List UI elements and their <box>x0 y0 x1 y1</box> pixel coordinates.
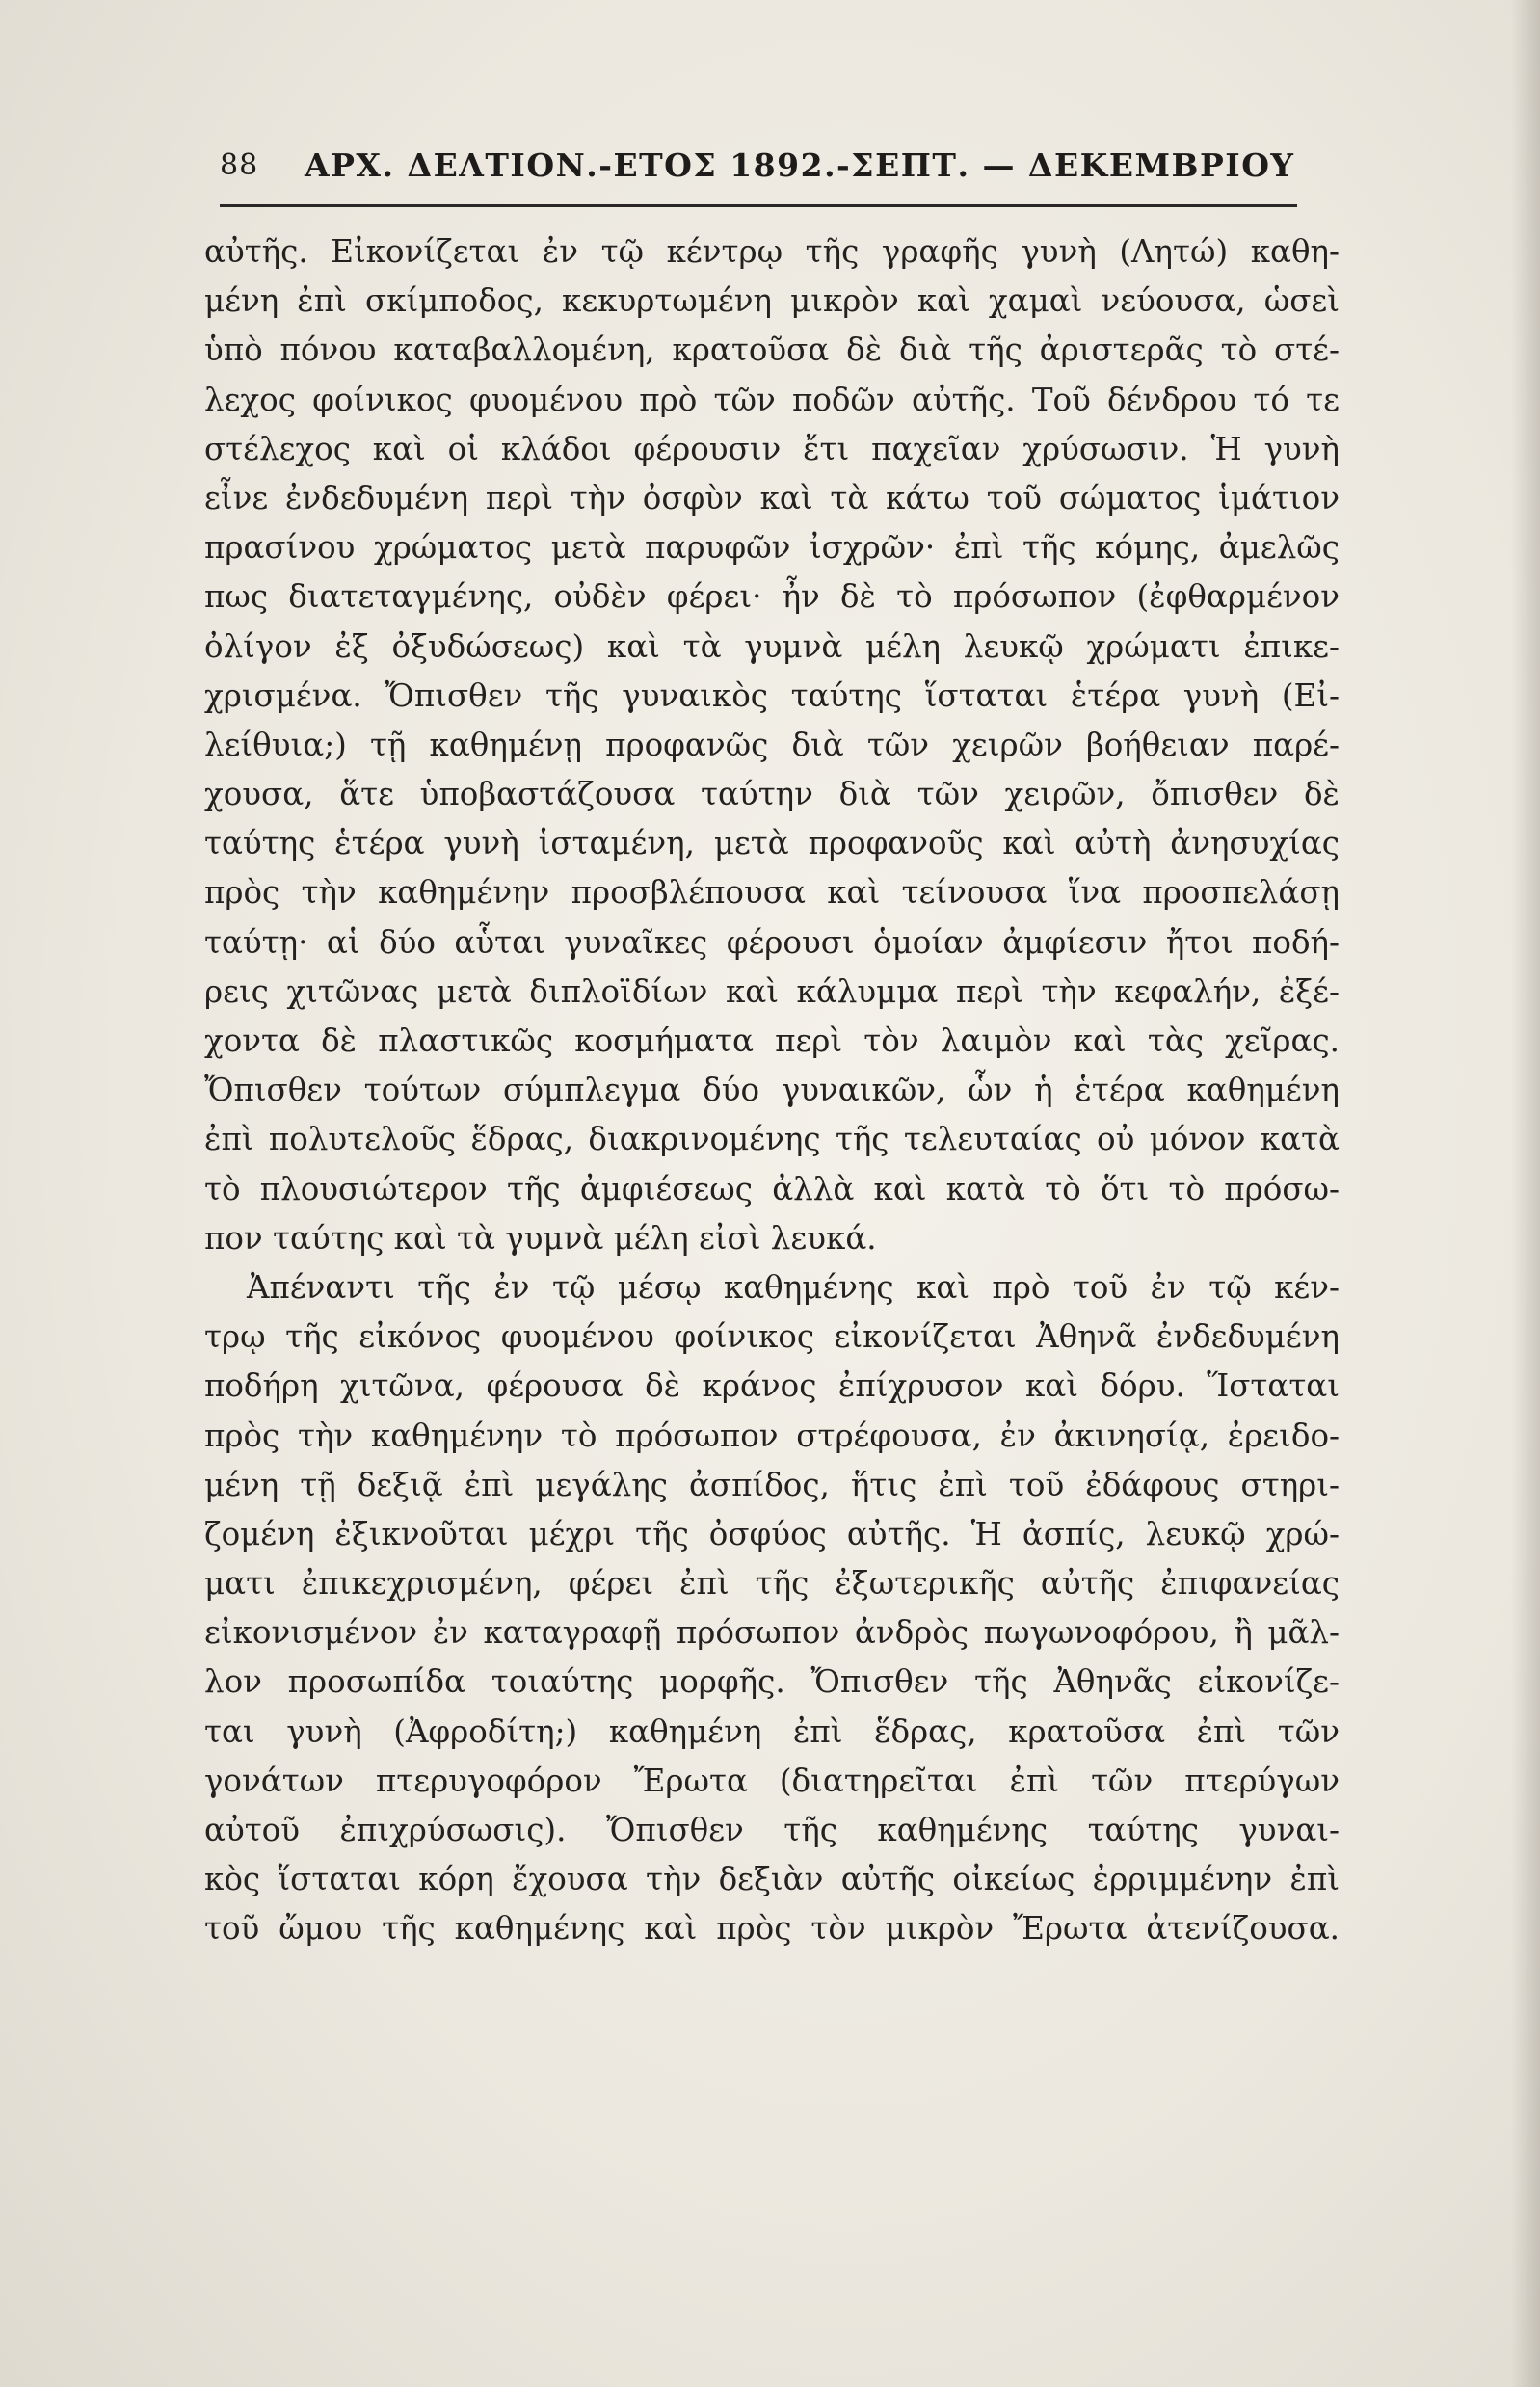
body-text <box>204 227 1340 1954</box>
text-line: τοῦ ὤμου τῆς καθημένης καὶ πρὸς τὸν μικρὸν Ἔρωτα ἀτενίζουσα. <box>204 1910 1340 1948</box>
text-line: τὸ πλουσιώτερον τῆς ἀμφιέσεως ἀλλὰ καὶ κατὰ τὸ ὅτι τὸ πρόσω- <box>204 1170 1340 1207</box>
text-line: ταύτῃ· αἱ δύο αὗται γυναῖκες φέρουσι ὁμοίαν ἀμφίεσιν ἤτοι ποδή- <box>204 923 1340 961</box>
header-rule <box>220 204 1297 207</box>
text-line: τρῳ τῆς εἰκόνος φυομένου φοίνικος εἰκονίζεται Ἀθηνᾶ ἐνδεδυμένη <box>204 1318 1340 1356</box>
text-line: ρεις χιτῶνας μετὰ διπλοϊδίων καὶ κάλυμμα περὶ τὴν κεφαλήν, ἐξέ- <box>204 972 1340 1010</box>
text-line: λεχος φοίνικος φυομένου πρὸ τῶν ποδῶν αὐτῆς. Τοῦ δένδρου τό τε <box>204 381 1340 418</box>
text-line: χουσα, ἅτε ὑποβαστάζουσα ταύτην διὰ τῶν χειρῶν, ὄπισθεν δὲ <box>204 776 1340 813</box>
text-line: πρὸς τὴν καθημένην προσβλέπουσα καὶ τείνουσα ἵνα προσπελάσῃ <box>204 874 1340 912</box>
text-line: γονάτων πτερυγοφόρον Ἔρωτα (διατηρεῖται ἐπὶ τῶν πτερύγων <box>204 1762 1340 1799</box>
page-gutter-shadow <box>1511 0 1540 2387</box>
text-line: ζομένη ἐξικνοῦται μέχρι τῆς ὀσφύος αὐτῆς. Ἡ ἀσπίς, λευκῷ χρώ- <box>204 1515 1340 1552</box>
text-line: ὀλίγον ἐξ ὀξυδώσεως) καὶ τὰ γυμνὰ μέλη λευκῷ χρώματι ἐπικε- <box>204 627 1340 665</box>
text-line: μένη τῇ δεξιᾷ ἐπὶ μεγάλης ἀσπίδος, ἥτις ἐπὶ τοῦ ἐδάφους στηρι- <box>204 1466 1340 1503</box>
text-line: Ὄπισθεν τούτων σύμπλεγμα δύο γυναικῶν, ὧν ἡ ἑτέρα καθημένη <box>204 1072 1340 1109</box>
text-line: ὑπὸ πόνου καταβαλλομένη, κρατοῦσα δὲ διὰ τῆς ἀριστερᾶς τὸ στέ- <box>204 332 1340 369</box>
text-line-paragraph-start: Ἀπέναντι τῆς ἐν τῷ μέσῳ καθημένης καὶ πρὸ τοῦ ἐν τῷ κέν- <box>247 1268 1340 1306</box>
text-line-paragraph-end: πον ταύτης καὶ τὰ γυμνὰ μέλη εἰσὶ λευκά. <box>204 1219 877 1257</box>
page-number: 88 <box>220 148 259 182</box>
text-line: ταύτης ἑτέρα γυνὴ ἱσταμένη, μετὰ προφανοῦς καὶ αὐτὴ ἀνησυχίας <box>204 825 1340 862</box>
text-line: μένη ἐπὶ σκίμποδος, κεκυρτωμένη μικρὸν καὶ χαμαὶ νεύουσα, ὡσεὶ <box>204 282 1340 320</box>
text-line: χρισμένα. Ὄπισθεν τῆς γυναικὸς ταύτης ἵσταται ἑτέρα γυνὴ (Εἰ- <box>204 676 1340 714</box>
text-line: πρὸς τὴν καθημένην τὸ πρόσωπον στρέφουσα, ἐν ἀκινησίᾳ, ἐρειδο- <box>204 1417 1340 1454</box>
text-line: ποδήρη χιτῶνα, φέρουσα δὲ κράνος ἐπίχρυσον καὶ δόρυ. Ἵσταται <box>204 1367 1340 1405</box>
text-line: κὸς ἵσταται κόρη ἔχουσα τὴν δεξιὰν αὐτῆς οἰκείως ἐρριμμένην ἐπὶ <box>204 1861 1340 1898</box>
text-line: πρασίνου χρώματος μετὰ παρυφῶν ἰσχρῶν· ἐπὶ τῆς κόμης, ἀμελῶς <box>204 529 1340 567</box>
running-title: ΑΡΧ. ΔΕΛΤΙΟΝ.-ΕΤΟΣ 1892.-ΣΕΠΤ. — ΔΕΚΕΜΒΡΙΟΥ <box>305 146 1295 184</box>
text-line: χοντα δὲ πλαστικῶς κοσμήματα περὶ τὸν λαιμὸν καὶ τὰς χεῖρας. <box>204 1022 1340 1059</box>
text-line: αὐτοῦ ἐπιχρύσωσις). Ὄπισθεν τῆς καθημένης ταύτης γυναι- <box>204 1812 1340 1848</box>
text-line: εἶνε ἐνδεδυμένη περὶ τὴν ὀσφὺν καὶ τὰ κάτω τοῦ σώματος ἱμάτιον <box>204 479 1340 517</box>
text-line: πως διατεταγμένης, οὐδὲν φέρει· ἦν δὲ τὸ πρόσωπον (ἐφθαρμένον <box>204 578 1340 616</box>
page-header <box>220 143 1301 193</box>
text-line: ται γυνὴ (Ἀφροδίτη;) καθημένη ἐπὶ ἕδρας, κρατοῦσα ἐπὶ τῶν <box>204 1712 1340 1750</box>
text-line: αὐτῆς. Εἰκονίζεται ἐν τῷ κέντρῳ τῆς γραφῆς γυνὴ (Λητώ) καθη- <box>204 233 1340 270</box>
text-line: στέλεχος καὶ οἱ κλάδοι φέρουσιν ἔτι παχεῖαν χρύσωσιν. Ἡ γυνὴ <box>204 430 1340 467</box>
text-line: λείθυια;) τῇ καθημένῃ προφανῶς διὰ τῶν χειρῶν βοήθειαν παρέ- <box>204 726 1340 763</box>
text-line: λον προσωπίδα τοιαύτης μορφῆς. Ὄπισθεν τῆς Ἀθηνᾶς εἰκονίζε- <box>204 1663 1340 1701</box>
text-line: εἰκονισμένον ἐν καταγραφῇ πρόσωπον ἀνδρὸς πωγωνοφόρου, ἢ μᾶλ- <box>204 1614 1340 1652</box>
text-line: ἐπὶ πολυτελοῦς ἕδρας, διακρινομένης τῆς τελευταίας οὐ μόνον κατὰ <box>204 1121 1340 1158</box>
text-line: ματι ἐπικεχρισμένη, φέρει ἐπὶ τῆς ἐξωτερικῆς αὐτῆς ἐπιφανείας <box>204 1565 1340 1603</box>
